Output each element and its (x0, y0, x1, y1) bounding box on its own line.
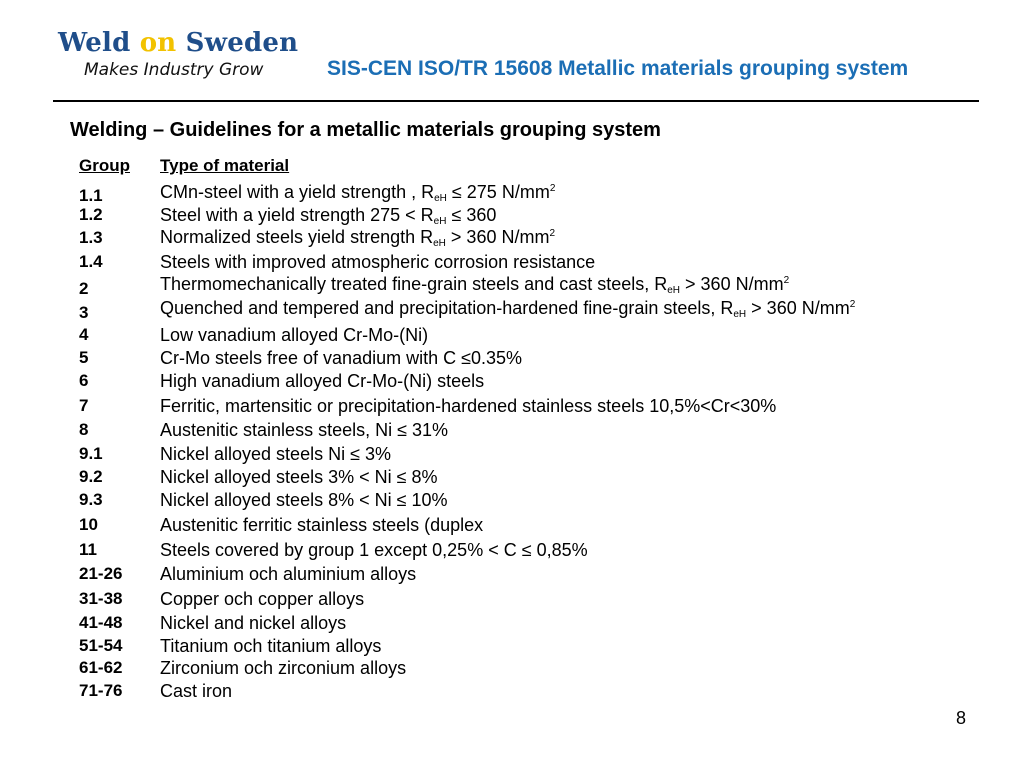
material-type: Nickel alloyed steels Ni ≤ 3% (160, 444, 391, 464)
material-type: Steels with improved atmospheric corrosion resistance (160, 252, 596, 272)
group-code: 10 (79, 515, 98, 534)
group-code: 1.1 (79, 186, 103, 205)
material-type: Quenched and tempered and precipitation-hardened fine-grain steels, $R_{eH} > 360$ $N/mm^2$ (160, 298, 856, 320)
table-row (0, 370, 1000, 392)
column-header-group: Group (79, 156, 130, 175)
material-type: Nickel alloyed steels 3% < Ni ≤ 8% (160, 467, 438, 487)
table-row (0, 588, 1000, 610)
material-type: Zirconium och zirconium alloys (160, 658, 407, 678)
table-row (0, 298, 1000, 320)
group-code: 6 (79, 371, 89, 390)
group-code: 31-38 (79, 589, 123, 608)
group-code: 8 (79, 420, 89, 439)
material-type: Austenitic ferritic stainless steels (duplex (160, 515, 484, 535)
table-row (0, 657, 1000, 679)
material-type: Aluminium och aluminium alloys (160, 564, 417, 584)
table-row (0, 466, 1000, 488)
group-code: 7 (79, 396, 89, 415)
table-row (0, 204, 1000, 226)
material-type: Cr-Mo steels free of vanadium with C ≤0.35% (160, 348, 523, 368)
material-type: Austenitic stainless steels, Ni ≤ 31% (160, 420, 448, 440)
group-code: 1.3 (79, 228, 103, 247)
slide-subtitle: Welding – Guidelines for a metallic materials grouping system (70, 119, 661, 141)
material-type: Steel with a yield strength $275 < R_{eH} \le 360$ (160, 205, 497, 227)
page-number: 8 (955, 708, 966, 728)
logo-word-weld: Weld (58, 28, 131, 58)
group-code: 51-54 (79, 636, 123, 655)
group-code: 9.2 (79, 467, 103, 486)
table-row (0, 324, 1000, 346)
group-code: 1.2 (79, 205, 103, 224)
logo-word-on: on (139, 28, 177, 58)
group-code: 4 (79, 325, 89, 344)
group-code: 41-48 (79, 613, 123, 632)
group-code: 11 (79, 540, 97, 559)
table-row (0, 227, 1000, 249)
table-row (0, 635, 1000, 657)
material-type: Thermomechanically treated fine-grain steels and cast steels, $R_{eH} > 360$ $N/mm^2$ (160, 274, 790, 296)
table-row (0, 539, 1000, 561)
table-row (0, 251, 1000, 273)
group-code: 5 (79, 348, 89, 367)
material-type: Nickel and nickel alloys (160, 613, 347, 633)
material-type: Copper och copper alloys (160, 589, 365, 609)
table-row (0, 514, 1000, 536)
header-title: SIS-CEN ISO/TR 15608 Metallic materials grouping system (327, 57, 909, 80)
group-code: 61-62 (79, 658, 123, 677)
group-code: 71-76 (79, 681, 123, 700)
material-type: Ferritic, martensitic or precipitation-hardened stainless steels 10,5%<Cr<30% (160, 396, 777, 416)
material-type: Nickel alloyed steels 8% < Ni ≤ 10% (160, 490, 448, 510)
material-type: CMn-steel with a yield strength , $R_{eH} \le 275$ $N/mm^2$ (160, 182, 556, 204)
table-row (0, 182, 1000, 204)
material-type: Cast iron (160, 681, 233, 701)
table-row (0, 347, 1000, 369)
material-type: Normalized steels yield strength $R_{eH} > 360$ $N/mm^2$ (160, 227, 556, 249)
table-row (0, 443, 1000, 465)
table-row (0, 419, 1000, 441)
group-code: 9.1 (79, 444, 103, 463)
table-row (0, 489, 1000, 511)
table-row (0, 395, 1000, 417)
material-type: Steels covered by group 1 except 0,25% < C ≤ 0,85% (160, 540, 588, 560)
group-code: 21-26 (79, 564, 123, 583)
group-code: 1.4 (79, 252, 103, 271)
group-code: 2 (79, 279, 89, 298)
table-row (0, 612, 1000, 634)
group-code: 3 (79, 303, 89, 322)
table-row (0, 680, 1000, 702)
group-code: 9.3 (79, 490, 103, 509)
material-type: Low vanadium alloyed Cr-Mo-(Ni) (160, 325, 429, 345)
logo-word-sweden: Sweden (185, 28, 299, 58)
table-row (0, 274, 1000, 296)
material-type: Titanium och titanium alloys (160, 636, 382, 656)
material-type: High vanadium alloyed Cr-Mo-(Ni) steels (160, 371, 485, 391)
table-row (0, 563, 1000, 585)
column-header-type: Type of material (160, 156, 290, 175)
logo-tagline: Makes Industry Grow (84, 60, 264, 80)
